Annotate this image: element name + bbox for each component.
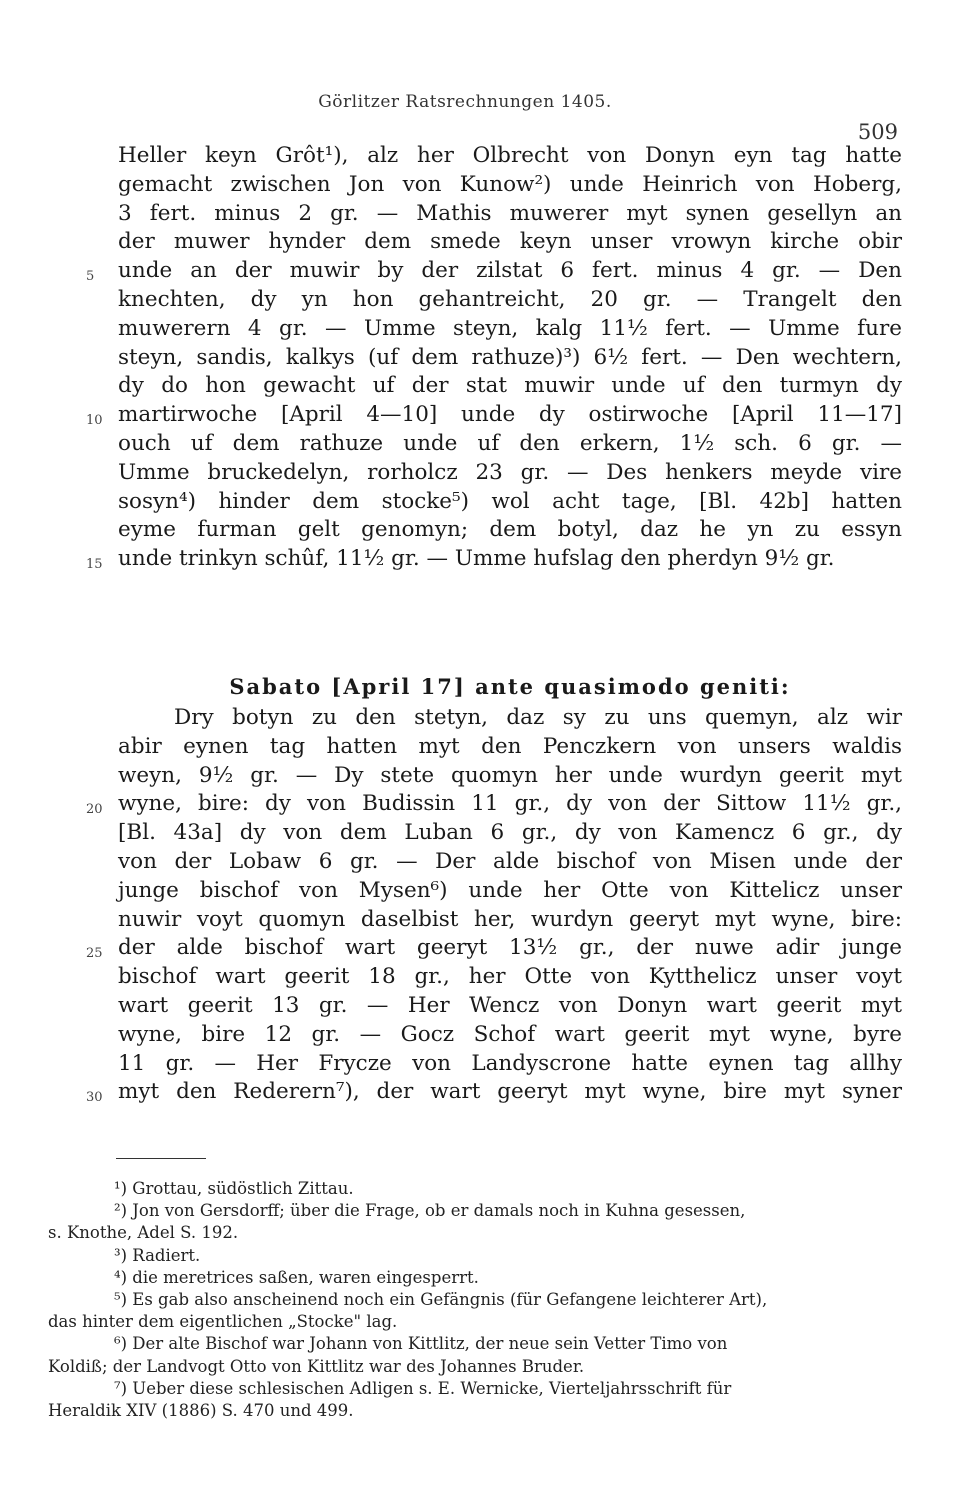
text-line: dy do hon gewacht uf der stat muwir unde uf den turmyn dy [118,373,902,399]
page-number: 509 [857,120,898,144]
footnotes [48,1178,890,1422]
footnote: das hinter dem eigentlichen „Stocke" lag. [48,1312,398,1332]
text-line: steyn, sandis, kalkys (uf dem rathuze)³) 6½ fert. — Den wechtern, [118,344,902,370]
paragraph-2 [86,704,902,1107]
text-line: junge bischof von Mysen⁶) unde her Otte von Kittelicz unser [118,877,902,903]
text-line: ouch uf dem rathuze unde uf den erkern, 1½ sch. 6 gr. — [118,430,902,456]
footnote: Koldiß; der Landvogt Otto von Kittlitz war des Johannes Bruder. [48,1356,585,1376]
line-number: 5 [86,269,95,285]
text-line: unde trinkyn schûf, 11½ gr. — Umme hufslag den pherdyn 9½ gr. [118,546,835,572]
text-line: der alde bischof wart geeryt 13½ gr., der nuwe adir junge [118,935,902,961]
line-number: 25 [86,946,103,962]
footnote: Heraldik XIV (1886) S. 470 und 499. [48,1401,354,1421]
text-line: 11 gr. — Her Frycze von Landyscrone hatte eynen tag allhy [118,1050,902,1076]
text-line: Umme bruckedelyn, rorholcz 23 gr. — Des henkers meyde vire [118,459,902,485]
footnote: ⁴) die meretrices saßen, waren eingesperrt. [114,1267,479,1287]
text-line: der muwer hynder dem smede keyn unser vrowyn kirche obir [118,229,902,255]
text-line: myt den Rederern⁷), der wart geeryt myt wyne, bire myt syner [118,1079,902,1105]
text-line: wart geerit 13 gr. — Her Wencz von Donyn wart geerit myt [118,992,902,1018]
text-line: wyne, bire 12 gr. — Gocz Schof wart geerit myt wyne, byre [118,1021,902,1047]
text-line: martirwoche [April 4—10] unde dy ostirwoche [April 11—17] [118,402,902,428]
footnote: s. Knothe, Adel S. 192. [48,1223,239,1243]
text-line: unde an der muwir by der zilstat 6 fert. minus 4 gr. — Den [118,258,902,284]
text-line: gemacht zwischen Jon von Kunow²) unde Heinrich von Hoberg, [118,171,902,197]
running-head: Görlitzer Ratsrechnungen 1405. [318,92,612,112]
text-line: 3 fert. minus 2 gr. — Mathis muwerer myt synen gesellyn an [118,200,902,226]
text-line: sosyn⁴) hinder dem stocke⁵) wol acht tage, [Bl. 42b] hatten [118,488,902,514]
text-line: nuwir voyt quomyn daselbist her, wurdyn geeryt myt wyne, bire: [118,906,902,932]
footnote: ²) Jon von Gersdorff; über die Frage, ob er damals noch in Kuhna gesessen, [114,1201,746,1221]
text-line: von der Lobaw 6 gr. — Der alde bischof von Misen unde der [118,848,902,874]
line-number: 30 [86,1090,103,1106]
text-line: wyne, bire: dy von Budissin 11 gr., dy von der Sittow 11½ gr., [118,791,902,817]
text-line: knechten, dy yn hon gehantreicht, 20 gr. — Trangelt den [118,286,902,312]
section-heading: Sabato [April 17] ante quasimodo geniti: [229,674,791,699]
text-line: weyn, 9½ gr. — Dy stete quomyn her unde wurdyn geerit myt [118,762,902,788]
text-line: [Bl. 43a] dy von dem Luban 6 gr., dy von Kamencz 6 gr., dy [118,820,902,846]
footnote: ⁷) Ueber diese schlesischen Adligen s. E. Wernicke, Vierteljahrsschrift für [114,1378,732,1398]
text-line: bischof wart geerit 18 gr., her Otte von Kytthelicz unser voyt [118,964,902,990]
text-line: eyme furman gelt genomyn; dem botyl, daz he yn zu essyn [118,517,902,543]
text-line: muwerern 4 gr. — Umme steyn, kalg 11½ fert. — Umme fure [118,315,902,341]
footnote: ⁶) Der alte Bischof war Johann von Kittlitz, der neue sein Vetter Timo von [114,1334,728,1354]
footnote: ¹) Grottau, südöstlich Zittau. [114,1179,354,1198]
line-number: 20 [86,802,103,818]
footnote: ⁵) Es gab also anscheinend noch ein Gefängnis (für Gefangene leichterer Art), [114,1290,768,1310]
line-number: 15 [86,557,103,573]
paragraph-1 [86,142,902,574]
text-line: Dry botyn zu den stetyn, daz sy zu uns quemyn, alz wir [174,705,902,730]
line-number: 10 [86,413,103,429]
text-line: Heller keyn Grôt¹), alz her Olbrecht von Donyn eyn tag hatte [118,143,902,168]
footnote-divider [116,1158,206,1159]
footnote: ³) Radiert. [114,1245,201,1265]
text-line: abir eynen tag hatten myt den Penczkern von unsers waldis [118,733,902,759]
